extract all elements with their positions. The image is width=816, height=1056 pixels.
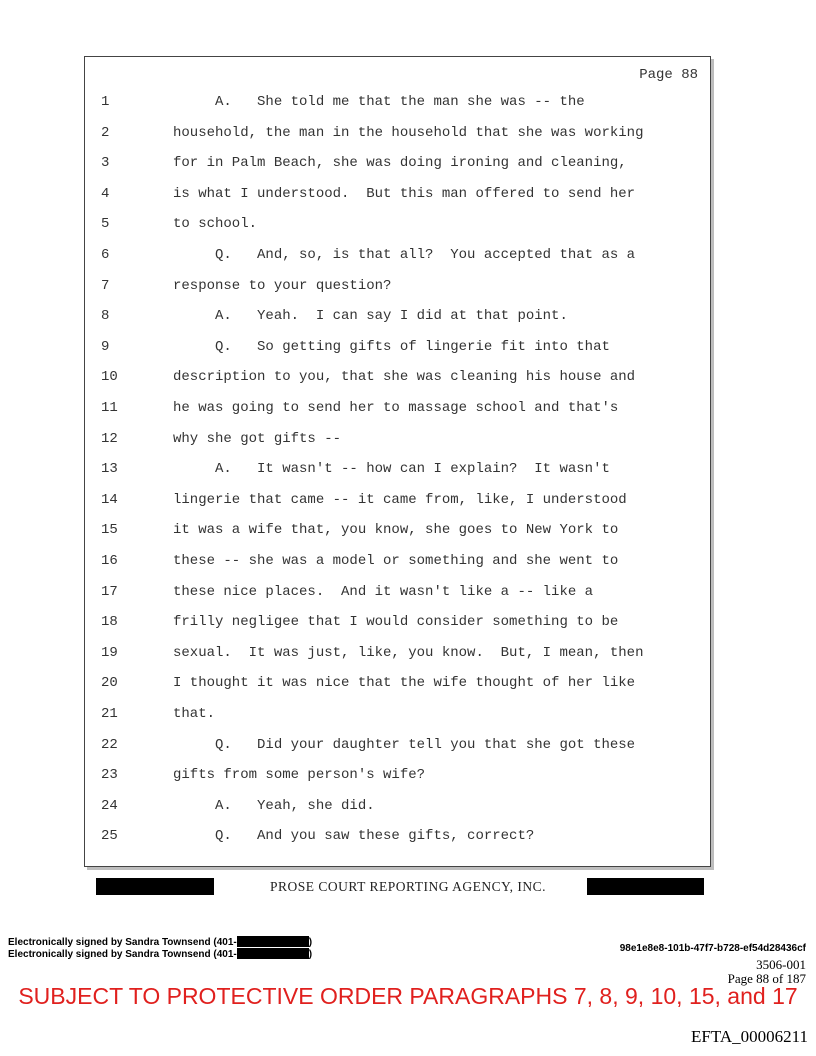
transcript-line	[85, 614, 710, 644]
transcript-line	[85, 798, 710, 828]
line-text: he was going to send her to massage school and that's	[173, 400, 619, 416]
line-number: 13	[101, 461, 118, 478]
reporting-agency: PROSE COURT REPORTING AGENCY, INC.	[270, 879, 546, 894]
line-text: Q. And, so, is that all? You accepted that as a	[173, 247, 636, 263]
line-number: 4	[101, 185, 110, 202]
page-of-total: Page 88 of 187	[727, 971, 806, 986]
line-text: sexual. It was just, like, you know. But, I mean, then	[173, 644, 644, 661]
transcript-line	[85, 492, 710, 522]
line-number: 12	[101, 430, 118, 447]
line-text: A. Yeah. I can say I did at that point.	[173, 308, 568, 325]
line-number: 23	[101, 767, 118, 784]
line-text: frilly negligee that I would consider something to be	[173, 614, 619, 631]
line-text: description to you, that she was cleaning his house and	[173, 369, 636, 386]
line-number: 19	[101, 644, 118, 661]
transcript-line	[85, 584, 710, 614]
transcript-line	[85, 675, 710, 705]
transcript-line	[85, 737, 710, 767]
line-text: Q. And you saw these gifts, correct?	[173, 828, 535, 845]
line-text: for in Palm Beach, she was doing ironing and cleaning,	[173, 155, 627, 172]
line-text: why she got gifts --	[173, 430, 342, 447]
line-number: 5	[101, 216, 110, 233]
transcript-line	[85, 339, 710, 369]
line-number: 22	[101, 736, 118, 753]
redaction-phone-1	[237, 936, 309, 947]
line-text: these nice places. And it wasn't like a -- like a	[173, 583, 594, 600]
transcript-line	[85, 431, 710, 461]
line-number: 16	[101, 553, 118, 569]
transcript-line	[85, 645, 710, 675]
line-number: 15	[101, 522, 118, 539]
line-number: 18	[101, 614, 118, 631]
transcript-line	[85, 767, 710, 797]
line-number: 8	[101, 308, 110, 325]
transcript-line	[85, 186, 710, 216]
transcript-line	[85, 828, 710, 858]
document-id: 3506-001	[756, 957, 806, 972]
transcript-line	[85, 461, 710, 491]
line-text: response to your question?	[173, 277, 392, 294]
transcript-line	[85, 278, 710, 308]
line-number: 2	[101, 124, 110, 141]
transcript-line	[85, 216, 710, 246]
line-number: 3	[101, 155, 110, 172]
transcript-line	[85, 522, 710, 552]
line-text: it was a wife that, you know, she goes to New York to	[173, 522, 619, 539]
line-number: 10	[101, 369, 118, 386]
transcript-line	[85, 155, 710, 185]
line-number: 11	[101, 400, 118, 416]
page-number: Page 88	[639, 67, 698, 83]
redaction-block-right	[587, 878, 704, 895]
line-text: is what I understood. But this man offered to send her	[173, 185, 636, 202]
line-text: gifts from some person's wife?	[173, 767, 426, 784]
line-number: 20	[101, 675, 118, 692]
bates-number: EFTA_00006211	[690, 1027, 808, 1046]
transcript-line	[85, 94, 710, 124]
line-number: 7	[101, 277, 110, 294]
line-number: 9	[101, 338, 110, 355]
line-number: 1	[101, 94, 110, 110]
line-text: I thought it was nice that the wife thought of her like	[173, 675, 636, 692]
line-text: Q. So getting gifts of lingerie fit into that	[173, 338, 610, 355]
line-number: 21	[101, 706, 118, 722]
line-text: these -- she was a model or something and she went to	[173, 553, 619, 569]
transcript-line	[85, 369, 710, 399]
transcript-line	[85, 553, 710, 583]
line-number: 17	[101, 583, 118, 600]
line-text: A. She told me that the man she was -- the	[173, 94, 585, 110]
signature-hash: 98e1e8e8-101b-47f7-b728-ef54d28436cf	[619, 943, 806, 954]
transcript-line	[85, 308, 710, 338]
transcript-line	[85, 247, 710, 277]
protective-order-notice: SUBJECT TO PROTECTIVE ORDER PARAGRAPHS 7, 8, 9, 10, 15, and 17	[18, 983, 798, 1009]
line-number: 24	[101, 797, 118, 814]
line-text: A. It wasn't -- how can I explain? It wasn't	[173, 461, 610, 478]
line-number: 25	[101, 828, 118, 845]
redaction-phone-2	[237, 948, 309, 959]
transcript-page	[84, 56, 711, 867]
signature-line-1: Electronically signed by Sandra Townsend (401- )	[8, 937, 313, 948]
line-text: Q. Did your daughter tell you that she got these	[173, 736, 636, 753]
footer-bar	[0, 878, 816, 898]
line-number: 14	[101, 491, 118, 508]
transcript-line	[85, 125, 710, 155]
line-text: household, the man in the household that she was working	[173, 124, 644, 141]
line-number: 6	[101, 247, 110, 263]
line-text: that.	[173, 706, 216, 722]
line-text: to school.	[173, 216, 258, 233]
transcript-line	[85, 400, 710, 430]
transcript-line	[85, 706, 710, 736]
line-text: A. Yeah, she did.	[173, 797, 375, 814]
line-text: lingerie that came -- it came from, like, I understood	[173, 491, 627, 508]
signature-line-2: Electronically signed by Sandra Townsend (401- )	[8, 949, 313, 960]
